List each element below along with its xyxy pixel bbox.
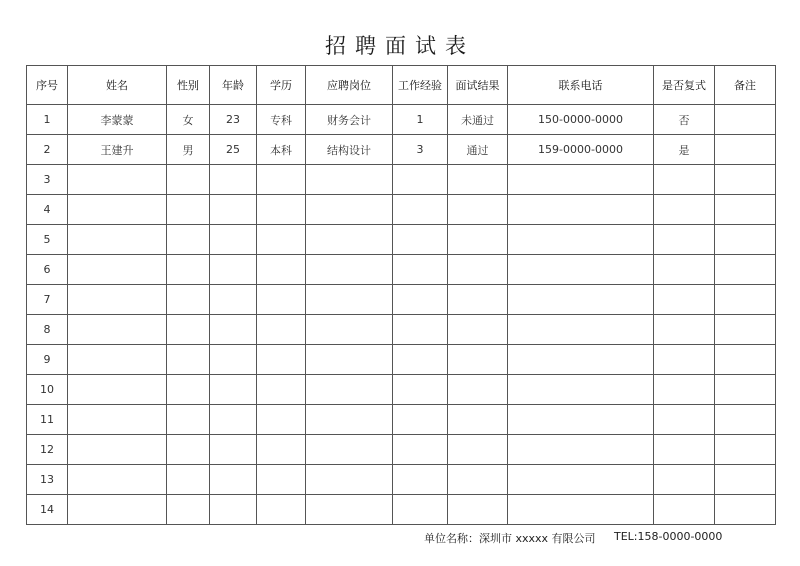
table-row — [27, 255, 776, 285]
cell-experience — [393, 465, 448, 495]
cell-position — [306, 195, 393, 225]
cell-education — [257, 465, 306, 495]
table-row — [27, 495, 776, 525]
cell-serial: 8 — [27, 315, 68, 345]
cell-education — [257, 435, 306, 465]
table-row — [27, 165, 776, 195]
cell-second-interview — [654, 435, 715, 465]
cell-age — [210, 315, 257, 345]
cell-second-interview — [654, 465, 715, 495]
header-row — [27, 66, 776, 105]
cell-remarks — [715, 465, 776, 495]
cell-age — [210, 165, 257, 195]
cell-position — [306, 255, 393, 285]
cell-position — [306, 375, 393, 405]
form-title: 招聘面试表 — [325, 34, 475, 58]
cell-result — [448, 465, 508, 495]
cell-education — [257, 195, 306, 225]
cell-experience — [393, 495, 448, 525]
cell-remarks — [715, 435, 776, 465]
footer — [0, 530, 800, 546]
cell-second-interview — [654, 195, 715, 225]
cell-name — [68, 225, 167, 255]
cell-result — [448, 255, 508, 285]
cell-phone — [508, 315, 654, 345]
cell-experience — [393, 405, 448, 435]
cell-remarks — [715, 285, 776, 315]
cell-phone — [508, 255, 654, 285]
cell-gender — [167, 345, 210, 375]
cell-name — [68, 255, 167, 285]
cell-serial: 6 — [27, 255, 68, 285]
cell-experience — [393, 225, 448, 255]
cell-position — [306, 165, 393, 195]
cell-age — [210, 405, 257, 435]
cell-remarks — [715, 255, 776, 285]
cell-position — [306, 285, 393, 315]
header-second-interview: 是否复式 — [654, 66, 715, 105]
cell-age — [210, 195, 257, 225]
cell-education — [257, 285, 306, 315]
cell-position — [306, 225, 393, 255]
table-row — [27, 465, 776, 495]
cell-name — [68, 435, 167, 465]
cell-position: 结构设计 — [306, 135, 393, 165]
cell-position — [306, 495, 393, 525]
cell-phone — [508, 165, 654, 195]
cell-serial: 7 — [27, 285, 68, 315]
table-row — [27, 315, 776, 345]
cell-experience — [393, 345, 448, 375]
cell-position — [306, 405, 393, 435]
cell-gender — [167, 435, 210, 465]
cell-position — [306, 315, 393, 345]
cell-phone — [508, 225, 654, 255]
cell-name: 王建升 — [68, 135, 167, 165]
cell-age — [210, 375, 257, 405]
cell-serial: 10 — [27, 375, 68, 405]
cell-serial: 5 — [27, 225, 68, 255]
table-row — [27, 435, 776, 465]
cell-experience — [393, 195, 448, 225]
table-row — [27, 405, 776, 435]
cell-gender — [167, 195, 210, 225]
cell-phone: 159-0000-0000 — [508, 135, 654, 165]
header-name: 姓名 — [68, 66, 167, 105]
cell-education — [257, 375, 306, 405]
cell-remarks — [715, 315, 776, 345]
cell-position — [306, 345, 393, 375]
cell-experience — [393, 285, 448, 315]
cell-name — [68, 285, 167, 315]
cell-gender — [167, 465, 210, 495]
cell-gender — [167, 285, 210, 315]
header-serial: 序号 — [27, 66, 68, 105]
cell-remarks — [715, 405, 776, 435]
header-remarks: 备注 — [715, 66, 776, 105]
cell-result — [448, 435, 508, 465]
cell-second-interview — [654, 405, 715, 435]
header-experience: 工作经验 — [393, 66, 448, 105]
cell-experience — [393, 165, 448, 195]
cell-position: 财务会计 — [306, 105, 393, 135]
cell-serial: 14 — [27, 495, 68, 525]
company-phone: TEL:158-0000-0000 — [614, 530, 723, 543]
cell-result — [448, 195, 508, 225]
cell-education — [257, 255, 306, 285]
cell-phone — [508, 495, 654, 525]
cell-result — [448, 285, 508, 315]
cell-name: 李蒙蒙 — [68, 105, 167, 135]
table-row — [27, 135, 776, 165]
cell-name — [68, 465, 167, 495]
cell-education — [257, 495, 306, 525]
cell-serial: 11 — [27, 405, 68, 435]
cell-remarks — [715, 345, 776, 375]
header-position: 应聘岗位 — [306, 66, 393, 105]
cell-gender — [167, 165, 210, 195]
cell-age — [210, 285, 257, 315]
cell-phone: 150-0000-0000 — [508, 105, 654, 135]
cell-name — [68, 195, 167, 225]
table-row — [27, 375, 776, 405]
cell-gender: 女 — [167, 105, 210, 135]
table-row — [27, 225, 776, 255]
cell-age — [210, 255, 257, 285]
cell-name — [68, 375, 167, 405]
cell-age — [210, 465, 257, 495]
cell-serial: 13 — [27, 465, 68, 495]
cell-gender — [167, 225, 210, 255]
cell-second-interview — [654, 165, 715, 195]
cell-remarks — [715, 495, 776, 525]
cell-experience: 1 — [393, 105, 448, 135]
cell-gender: 男 — [167, 135, 210, 165]
header-education: 学历 — [257, 66, 306, 105]
cell-gender — [167, 405, 210, 435]
cell-second-interview — [654, 255, 715, 285]
cell-experience — [393, 255, 448, 285]
cell-remarks — [715, 165, 776, 195]
cell-name — [68, 165, 167, 195]
cell-name — [68, 345, 167, 375]
cell-result — [448, 345, 508, 375]
cell-experience — [393, 435, 448, 465]
cell-education — [257, 315, 306, 345]
cell-result — [448, 375, 508, 405]
cell-result: 未通过 — [448, 105, 508, 135]
cell-phone — [508, 345, 654, 375]
cell-experience — [393, 375, 448, 405]
cell-age — [210, 495, 257, 525]
table-row — [27, 195, 776, 225]
cell-position — [306, 465, 393, 495]
cell-education — [257, 225, 306, 255]
cell-serial: 4 — [27, 195, 68, 225]
cell-age — [210, 435, 257, 465]
cell-gender — [167, 495, 210, 525]
cell-serial: 12 — [27, 435, 68, 465]
cell-experience — [393, 315, 448, 345]
cell-remarks — [715, 225, 776, 255]
cell-second-interview: 是 — [654, 135, 715, 165]
cell-education: 本科 — [257, 135, 306, 165]
cell-position — [306, 435, 393, 465]
cell-serial: 1 — [27, 105, 68, 135]
header-age: 年龄 — [210, 66, 257, 105]
cell-name — [68, 495, 167, 525]
cell-second-interview — [654, 285, 715, 315]
table-row — [27, 285, 776, 315]
cell-age: 25 — [210, 135, 257, 165]
cell-remarks — [715, 105, 776, 135]
cell-phone — [508, 435, 654, 465]
cell-result — [448, 225, 508, 255]
cell-phone — [508, 375, 654, 405]
cell-remarks — [715, 195, 776, 225]
cell-education: 专科 — [257, 105, 306, 135]
cell-education — [257, 405, 306, 435]
cell-result — [448, 495, 508, 525]
cell-second-interview — [654, 345, 715, 375]
cell-age — [210, 225, 257, 255]
cell-result — [448, 315, 508, 345]
cell-education — [257, 165, 306, 195]
cell-education — [257, 345, 306, 375]
cell-phone — [508, 465, 654, 495]
cell-second-interview — [654, 315, 715, 345]
cell-serial: 3 — [27, 165, 68, 195]
header-gender: 性别 — [167, 66, 210, 105]
company-name: 单位名称：深圳市 xxxxx 有限公司 — [424, 532, 596, 545]
table-row — [27, 105, 776, 135]
cell-serial: 9 — [27, 345, 68, 375]
cell-name — [68, 405, 167, 435]
cell-second-interview — [654, 225, 715, 255]
cell-remarks — [715, 135, 776, 165]
cell-second-interview — [654, 495, 715, 525]
interview-table — [26, 65, 776, 525]
cell-second-interview: 否 — [654, 105, 715, 135]
header-phone: 联系电话 — [508, 66, 654, 105]
cell-phone — [508, 195, 654, 225]
cell-gender — [167, 315, 210, 345]
cell-gender — [167, 255, 210, 285]
cell-remarks — [715, 375, 776, 405]
header-result: 面试结果 — [448, 66, 508, 105]
cell-result — [448, 405, 508, 435]
cell-experience: 3 — [393, 135, 448, 165]
cell-phone — [508, 405, 654, 435]
cell-serial: 2 — [27, 135, 68, 165]
cell-name — [68, 315, 167, 345]
cell-result — [448, 165, 508, 195]
cell-phone — [508, 285, 654, 315]
cell-gender — [167, 375, 210, 405]
cell-result: 通过 — [448, 135, 508, 165]
cell-second-interview — [654, 375, 715, 405]
cell-age — [210, 345, 257, 375]
cell-age: 23 — [210, 105, 257, 135]
table-row — [27, 345, 776, 375]
